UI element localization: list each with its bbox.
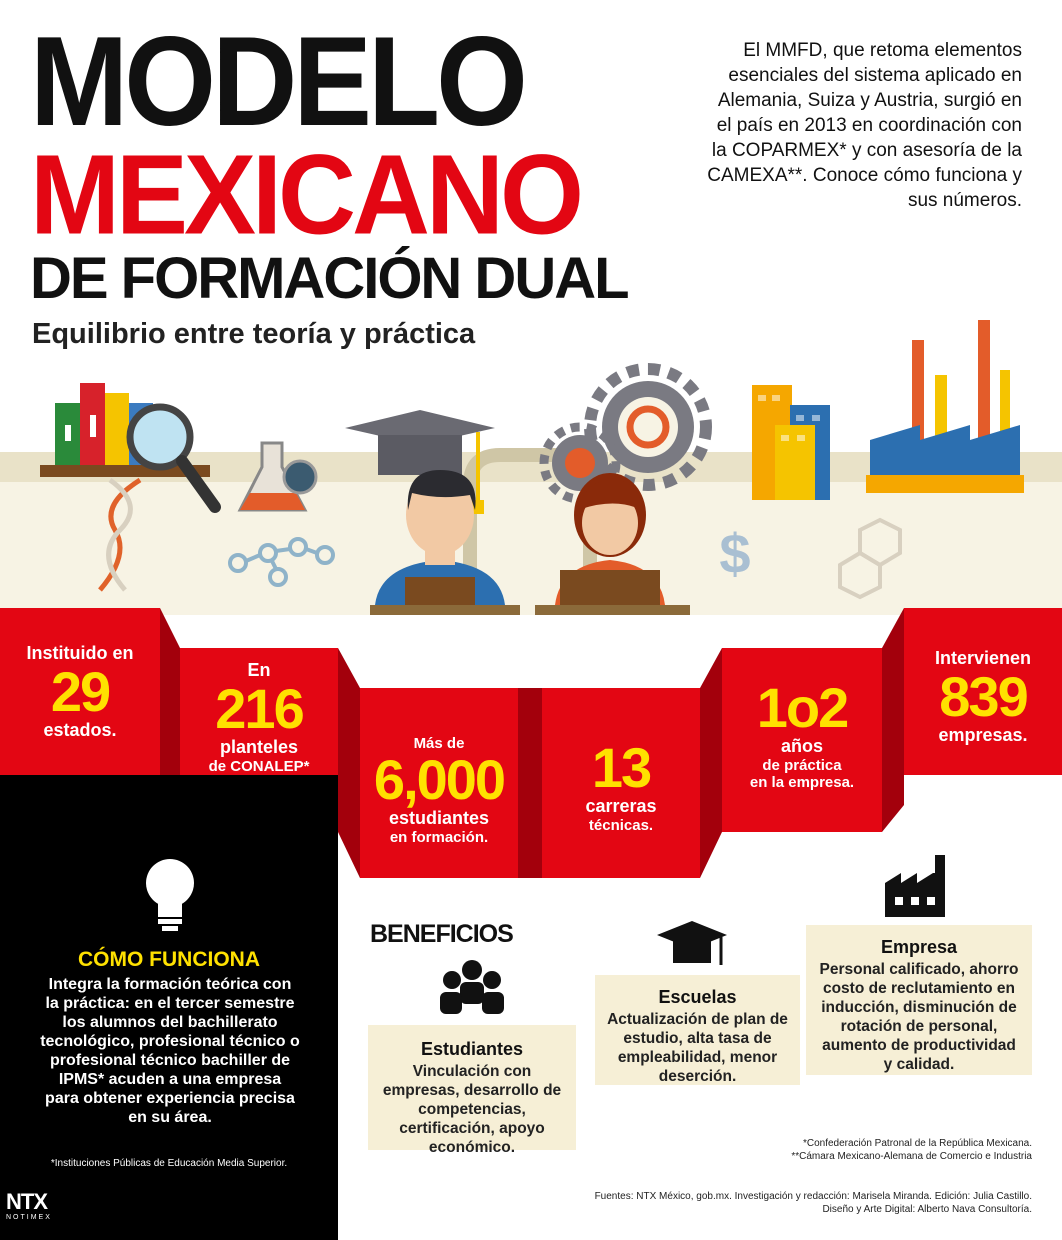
buildings-icon	[752, 385, 830, 500]
how-it-works-text: Integra la formación teórica con la práctica: en el tercer semestre los alumnos del bachillerato tecnológico, profesional técnico o profesional técnico bachiller de IPMS* acuden a una empresa para obtener experiencia precisa en su área.	[40, 976, 300, 1126]
ipms-note: *Instituciones Públicas de Educación Media Superior.	[50, 1158, 288, 1169]
stat-6-value: 839	[939, 665, 1027, 728]
benefit-schools-text: Actualización de plan de estudio, alta tasa de empleabilidad, menor deserción.	[607, 1011, 788, 1085]
how-it-works-title: CÓMO FUNCIONA	[78, 948, 260, 971]
subtitle: Equilibrio entre teoría y práctica	[32, 318, 476, 350]
benefit-company-box	[806, 925, 1032, 1075]
stat-5-post2: de práctica	[762, 757, 842, 774]
stat-839-companies	[904, 648, 1062, 746]
logo-name: NTX	[6, 1189, 47, 1214]
footnotes	[640, 1137, 1032, 1163]
stat-5-post: años	[780, 736, 823, 756]
stat-3-pre: Más de	[413, 735, 465, 752]
stat-4-value: 13	[591, 736, 651, 799]
stat-2-post2: de CONALEP*	[208, 758, 310, 775]
dollar-icon: $	[719, 522, 751, 585]
benefit-schools-box	[595, 975, 800, 1085]
stat-3-post2: en formación.	[389, 829, 489, 846]
benefit-students-title: Estudiantes	[420, 1039, 524, 1059]
credits	[480, 1190, 1032, 1216]
stat-2-post: planteles	[219, 737, 299, 757]
benefit-schools-title: Escuelas	[658, 987, 737, 1007]
factory-icon	[866, 320, 1024, 493]
title-line-1: MODELO	[30, 10, 524, 153]
stat-13-careers	[542, 736, 700, 834]
logo-sub: NOTIMEX	[6, 1214, 52, 1221]
footnote-camexa: **Cámara Mexicano-Alemana de Comercio e Industria	[791, 1151, 1032, 1162]
benefits-title: BENEFICIOS	[370, 920, 513, 948]
title-line-3: DE FORMACIÓN DUAL	[30, 246, 628, 311]
stat-5-post3: en la empresa.	[749, 774, 855, 791]
stat-1-pre: Instituido en	[26, 643, 134, 663]
stat-2-value: 216	[215, 677, 303, 740]
lightbulb-icon	[140, 855, 200, 935]
stat-6-pre: Intervienen	[934, 648, 1032, 668]
company-factory-icon	[885, 855, 949, 921]
floor-band	[0, 482, 1062, 615]
stat-4-post: carreras	[585, 796, 657, 816]
stat-3-value: 6,000	[373, 748, 505, 811]
stat-1-post: estados.	[43, 720, 117, 740]
benefit-students-box	[368, 1025, 576, 1156]
credits-line-1: Fuentes: NTX México, gob.mx. Investigación y redacción: Marisela Miranda. Edición: Julia Castillo.	[594, 1191, 1032, 1202]
school-cap-icon	[655, 915, 729, 973]
stat-3-post: estudiantes	[388, 808, 490, 828]
title-line-2: MEXICANO	[30, 130, 581, 258]
stat-6-post: empresas.	[938, 725, 1028, 745]
footnote-coparmex: *Confederación Patronal de la República Mexicana.	[802, 1138, 1032, 1149]
benefit-students-text: Vinculación con empresas, desarrollo de competencias, certificación, apoyo económico.	[382, 1063, 562, 1156]
stat-years-practice	[722, 676, 882, 791]
stat-1-value: 29	[50, 660, 110, 723]
stat-4-post2: técnicas.	[588, 817, 654, 834]
benefit-company-text: Personal calificado, ahorro costo de reclutamiento en inducción, disminución de rotación de personal, aumento de productividad y calidad.	[819, 961, 1019, 1073]
stat-5-value: 1o2	[756, 676, 848, 739]
illustration	[0, 315, 1062, 615]
credits-line-2: Diseño y Arte Digital: Alberto Nava Consultoría.	[822, 1204, 1032, 1215]
benefit-company-title: Empresa	[880, 937, 958, 957]
stat-2-pre: En	[247, 660, 271, 680]
intro-text: El MMFD, que retoma elementos esenciales del sistema aplicado en Alemania, Suiza y Austria, surgió en el país en 2013 en coordinación con la COPARMEX* y con asesoría de la CAMEXA**. Conoce cómo funciona y sus números.	[707, 40, 1022, 211]
people-icon	[438, 958, 506, 1018]
stat-29-states	[0, 643, 160, 741]
stat-6000-students	[360, 735, 518, 846]
ntx-logo	[6, 1190, 76, 1234]
